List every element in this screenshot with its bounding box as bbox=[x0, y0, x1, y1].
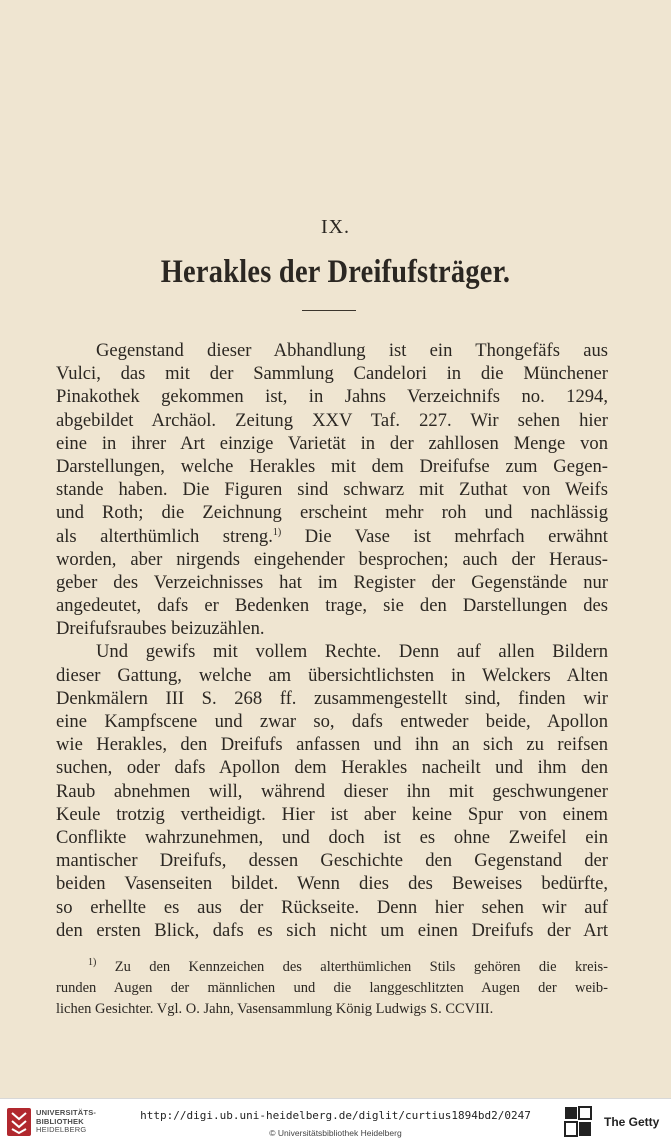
copyright-notice: © Universitätsbibliothek Heidelberg bbox=[269, 1128, 402, 1138]
text-line: wie Herakles, den Dreifufs anfassen und ihn an sich zu reifsen bbox=[56, 734, 608, 756]
viewer-footer bbox=[0, 1098, 671, 1146]
text-line: dieser Gattung, welche am übersichtlichsten in Welckers Alten bbox=[56, 664, 608, 686]
body-text bbox=[56, 339, 608, 942]
text-line: stande haben. Die Figuren sind schwarz mit Zuthat von Weifs bbox=[56, 479, 608, 501]
text-line: mantischer Dreifufs, dessen Geschichte den Gegenstand der bbox=[56, 850, 608, 872]
footnote-line: runden Augen der männlichen und die langgeschlitzten Augen der weib- bbox=[56, 980, 608, 996]
text-line: Gegenstand dieser Abhandlung ist ein Thongefäfs aus bbox=[96, 340, 608, 361]
text-line: Conflikte wahrzunehmen, und doch ist es ohne Zweifel ein bbox=[56, 826, 608, 848]
text-line: den ersten Blick, dafs es sich nicht um einen Dreifufs der Art bbox=[56, 919, 608, 941]
text-line: beiden Vasenseiten bildet. Wenn dies des Beweises bedürfte, bbox=[56, 873, 608, 895]
text-line: so erhellte es aus der Rückseite. Denn hier sehen wir auf bbox=[56, 896, 608, 918]
text-line: abgebildet Archäol. Zeitung XXV Taf. 227. Wir sehen hier bbox=[56, 409, 608, 431]
footnote-marker[interactable]: 1) bbox=[272, 526, 282, 538]
text-line: suchen, oder dafs Apollon dem Herakles nacheilt und ihm den bbox=[56, 757, 608, 779]
text-line: Raub abnehmen will, während dieser ihn mit geschwungener bbox=[56, 780, 608, 802]
page-url-link[interactable]: http://digi.ub.uni-heidelberg.de/diglit/curtius1894bd2/0247 bbox=[140, 1109, 531, 1122]
library-name: UNIVERSITÄTS- BIBLIOTHEK HEIDELBERG bbox=[36, 1108, 97, 1134]
text-line: Vulci, das mit der Sammlung Candelori in die Münchener bbox=[56, 363, 608, 385]
text-line: Pinakothek gekommen ist, in Jahns Verzeichnifs no. 1294, bbox=[56, 386, 608, 408]
text-fragment: Die Vase ist mehrfach erwähnt bbox=[304, 525, 608, 547]
text-line: Darstellungen, welche Herakles mit dem Dreifufse zum Gegen- bbox=[56, 455, 608, 477]
text-line: Und gewifs mit vollem Rechte. Denn auf allen Bildern bbox=[96, 641, 608, 663]
chapter-title: Herakles der Dreifufsträger. bbox=[160, 254, 511, 290]
footnote-line: lichen Gesichter. Vgl. O. Jahn, Vasensammlung König Ludwigs S. CCVIII. bbox=[56, 1001, 494, 1017]
text-line: und Roth; die Zeichnung erscheint mehr roh und nachlässig bbox=[56, 502, 608, 524]
footnote-line: $^{1)}$ Zu den Kennzeichen des alterthümlichen Stils gehören die kreis- bbox=[88, 957, 609, 975]
text-line: Keule trotzig vertheidigt. Hier ist aber keine Spur von einem bbox=[56, 803, 608, 825]
text-line-with-footnote bbox=[56, 525, 608, 548]
text-line: eine Kampfscene und zwar so, dafs entweder beide, Apollon bbox=[56, 711, 608, 732]
text-fragment: als alterthümlich streng. bbox=[56, 525, 273, 547]
getty-label: The Getty bbox=[604, 1115, 660, 1129]
getty-logo-icon bbox=[564, 1106, 594, 1138]
chapter-number: IX. bbox=[320, 216, 351, 238]
footnote bbox=[56, 957, 608, 1020]
title-divider bbox=[302, 310, 356, 311]
text-line: eine in ihrer Art einzige Varietät in der zahllosen Menge von bbox=[56, 432, 608, 454]
text-line: worden, aber nirgends eingehender besprochen; auch der Heraus- bbox=[56, 548, 608, 570]
footnote-number: 1) bbox=[88, 957, 97, 969]
text-line: Dreifufsraubes beizuzählen. bbox=[56, 618, 265, 640]
text-line: angedeutet, dafs er Bedenken trage, sie den Darstellungen des bbox=[56, 595, 608, 617]
text-line: geber des Verzeichnisses hat im Register der Gegenstände nur bbox=[56, 571, 608, 593]
text-line: Denkmälern III S. 268 ff. zusammengestellt sind, finden wir bbox=[56, 687, 608, 709]
